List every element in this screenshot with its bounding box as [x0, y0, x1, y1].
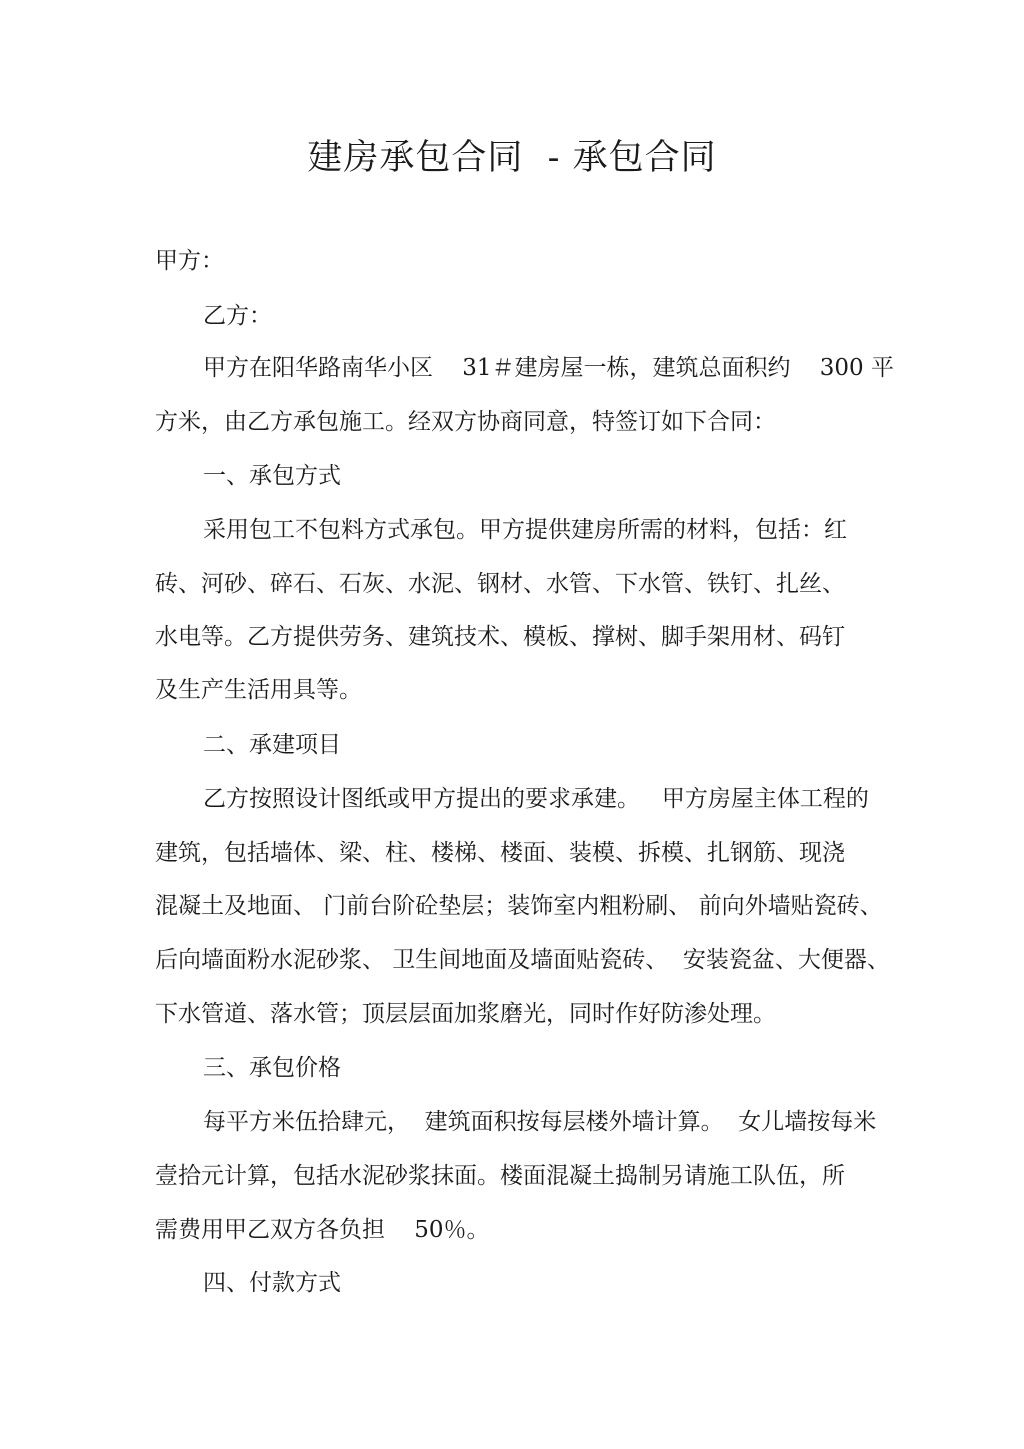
paragraph-line: 甲方在阳华路南华小区 31＃建房屋一栋，建筑总面积约 300 平	[203, 355, 894, 381]
paragraph-line: 混凝土及地面、 门前台阶砼垫层；装饰室内粗粉刷、 前向外墙贴瓷砖、	[155, 893, 883, 919]
paragraph-line: 需费用甲乙双方各负担 50％。	[155, 1217, 490, 1243]
party-a-label: 甲方：	[155, 248, 224, 274]
paragraph-line: 建筑，包括墙体、梁、柱、楼梯、楼面、装模、拆模、扎钢筋、现浇	[155, 840, 845, 866]
paragraph-line: 水电等。乙方提供劳务、建筑技术、模板、撑树、脚手架用材、码钉	[155, 624, 845, 650]
document-title: 建房承包合同 - 承包合同	[307, 138, 717, 178]
section-heading: 二、承建项目	[203, 732, 341, 758]
section-heading: 三、承包价格	[203, 1055, 341, 1081]
section-heading: 一、承包方式	[203, 463, 341, 489]
paragraph-line: 砖、河砂、碎石、石灰、水泥、钢材、水管、下水管、铁钉、扎丝、	[155, 571, 845, 597]
party-b-label: 乙方：	[203, 303, 272, 329]
paragraph-line: 采用包工不包料方式承包。甲方提供建房所需的材料，包括：红	[203, 517, 847, 543]
section-heading: 四、付款方式	[203, 1270, 341, 1296]
paragraph-line: 方米，由乙方承包施工。经双方协商同意，特签订如下合同：	[155, 409, 776, 435]
paragraph-line: 后向墙面粉水泥砂浆、 卫生间地面及墙面贴瓷砖、 安装瓷盆、大便器、	[155, 947, 890, 973]
paragraph-line: 每平方米伍拾肆元， 建筑面积按每层楼外墙计算。 女儿墙按每米	[203, 1109, 877, 1135]
paragraph-line: 及生产生活用具等。	[155, 677, 362, 703]
paragraph-line: 下水管道、落水管；顶层层面加浆磨光，同时作好防渗处理。	[155, 1001, 776, 1027]
paragraph-line: 壹拾元计算，包括水泥砂浆抹面。楼面混凝土捣制另请施工队伍，所	[155, 1163, 845, 1189]
paragraph-line: 乙方按照设计图纸或甲方提出的要求承建。 甲方房屋主体工程的	[203, 786, 869, 812]
